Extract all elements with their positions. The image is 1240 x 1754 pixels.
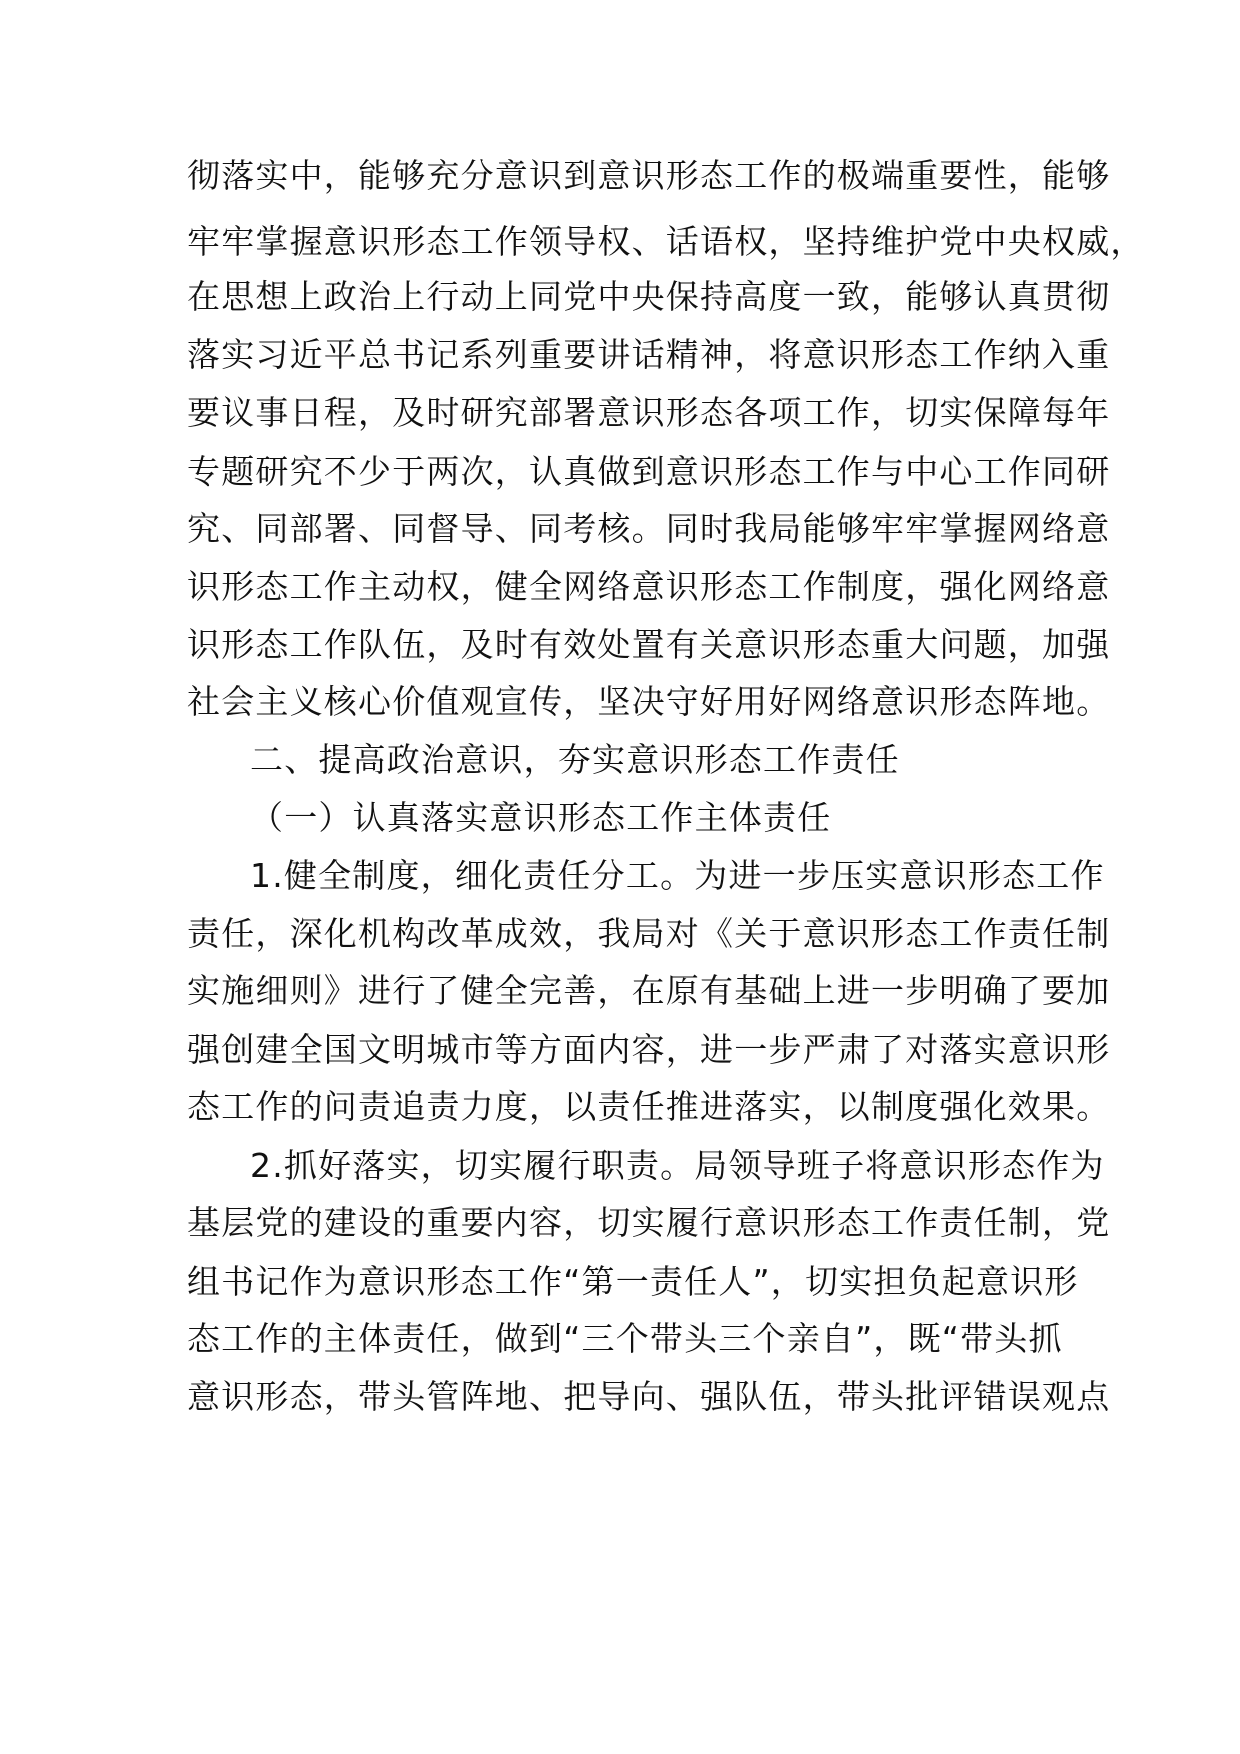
- paragraph-line: 要议事日程，及时研究部署意识形态各项工作，切实保障每年: [187, 393, 1111, 432]
- paragraph-line: 基层党的建设的重要内容，切实履行意识形态工作责任制，党: [187, 1203, 1111, 1242]
- paragraph-line: 1.健全制度，细化责任分工。为进一步压实意识形态工作: [250, 856, 1105, 895]
- paragraph-line: 专题研究不少于两次，认真做到意识形态工作与中心工作同研: [187, 452, 1111, 491]
- paragraph-line: 落实习近平总书记系列重要讲话精神，将意识形态工作纳入重: [187, 335, 1111, 374]
- paragraph-line: 态工作的问责追责力度，以责任推进落实，以制度强化效果。: [187, 1087, 1111, 1126]
- paragraph-line: 组书记作为意识形态工作“第一责任人”，切实担负起意识形: [187, 1262, 1079, 1301]
- paragraph-line: 牢牢掌握意识形态工作领导权、话语权，坚持维护党中央权威，: [187, 222, 1145, 261]
- section-heading: 二、提高政治意识，夯实意识形态工作责任: [250, 740, 900, 779]
- paragraph-line: 社会主义核心价值观宣传，坚决守好用好网络意识形态阵地。: [187, 682, 1111, 721]
- paragraph-line: 识形态工作队伍，及时有效处置有关意识形态重大问题，加强: [187, 625, 1111, 664]
- paragraph-line: 强创建全国文明城市等方面内容，进一步严肃了对落实意识形: [187, 1030, 1111, 1069]
- paragraph-line: 究、同部署、同督导、同考核。同时我局能够牢牢掌握网络意: [187, 509, 1111, 548]
- paragraph-line: 态工作的主体责任，做到“三个带头三个亲自”，既“带头抓: [187, 1319, 1063, 1358]
- paragraph-line: 在思想上政治上行动上同党中央保持高度一致，能够认真贯彻: [187, 277, 1111, 316]
- paragraph-line: 识形态工作主动权，健全网络意识形态工作制度，强化网络意: [187, 567, 1111, 606]
- paragraph-line: 实施细则》进行了健全完善，在原有基础上进一步明确了要加: [187, 971, 1111, 1010]
- subsection-heading: （一）认真落实意识形态工作主体责任: [250, 798, 832, 837]
- paragraph-line: 意识形态，带头管阵地、把导向、强队伍，带头批评错误观点: [187, 1377, 1111, 1416]
- paragraph-line: 彻落实中，能够充分意识到意识形态工作的极端重要性，能够: [187, 156, 1111, 195]
- paragraph-line: 2.抓好落实，切实履行职责。局领导班子将意识形态作为: [250, 1146, 1105, 1185]
- paragraph-line: 责任，深化机构改革成效，我局对《关于意识形态工作责任制: [187, 914, 1111, 953]
